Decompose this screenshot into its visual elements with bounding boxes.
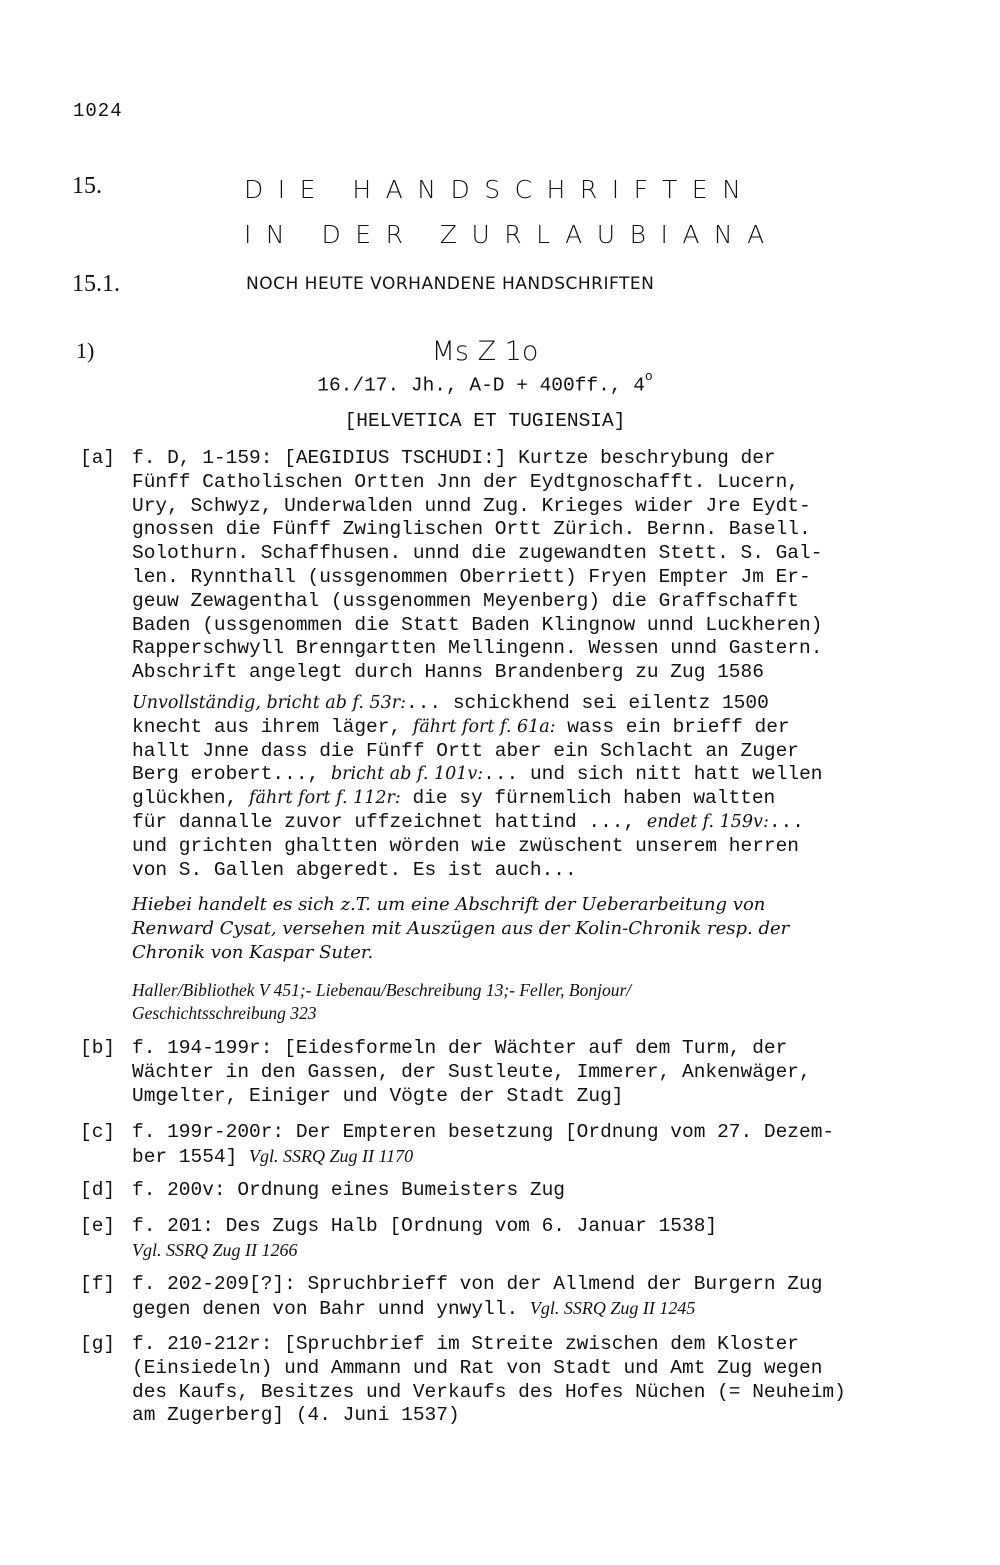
text-line: f. 194-199r: [Eidesformeln der Wächter auf dem Turm, der [132,1037,788,1059]
citation-line: Geschichtsschreibung 323 [132,1003,317,1023]
text-line: f. 199r-200r: Der Empteren besetzung [Ordnung vom 27. Dezem- [132,1121,835,1143]
note-line: Chronik von Kaspar Suter. [132,942,374,963]
text-line [132,787,952,811]
text-line [132,811,952,835]
reference: Vgl. SSRQ Zug II 1245 [529,1297,696,1318]
reference: Vgl. SSRQ Zug II 1266 [132,1239,298,1260]
handwritten-note: bricht ab f. 101v: [330,764,484,785]
page-number: 1024 [73,100,123,122]
quote: knecht aus ihrem läger, [132,715,402,738]
text-line: von S. Gallen abgeredt. Es ist auch... [132,858,577,881]
text-line: f. 210-212r: [Spruchbrief im Streite zwischen dem Kloster [132,1333,800,1355]
text-line: (Einsiedeln) und Ammann und Rat von Stadt und Amt Zug wegen [132,1356,823,1379]
text-line: f. D, 1-159: [AEGIDIUS TSCHUDI:] Kurtze beschrybung der [132,447,776,469]
text-line: Wächter in den Gassen, der Sustleute, Immerer, Ankenwäger, [132,1060,811,1083]
quote: ... schickhend sei eilentz 1500 [406,692,769,714]
format-superscript: o [644,369,653,384]
text-line: Baden (ussgenommen die Statt Baden Klingnow unnd Luckheren) [132,613,823,636]
entry-label: [b] [80,1037,116,1059]
citation-line: Haller/Bibliothek V 451;- Liebenau/Beschreibung 13;- Feller, Bonjour/ [132,980,632,1000]
entry-a-title [132,447,952,685]
quote: ... [768,810,804,833]
text-line: Solothurn. Schaffhusen. unnd die zugewandten Stett. S. Gal- [132,542,823,565]
note-line: Renward Cysat, versehen mit Auszügen aus der Kolin-Chronik resp. der [132,918,790,939]
handwritten-note: fährt fort f. 61a: [412,716,556,737]
manuscript-shelfmark: Ms Z 1o [431,336,539,367]
handwritten-note: fährt fort f. 112r: [249,788,401,809]
text-line: gnossen die Fünff Zwinglischen Ortt Zürich. Bernn. Basell. [132,518,811,541]
quote: die sy fürnemlich haben waltten [412,787,776,810]
subsection-title: NOCH HEUTE VORHANDENE HANDSCHRIFTEN [246,274,655,294]
entry-label: [f] [80,1273,116,1295]
text-line: geuw Zewagenthal (ussgenommen Meyenberg) die Graffschafft [132,589,800,612]
section-number: 15. [72,173,102,199]
quote: glückhen, [132,787,238,810]
quote: ... und sich nitt hatt wellen [483,763,823,786]
entry-label: [g] [80,1333,116,1355]
section-title-line-2: IN DER ZURLAUBIANA [244,220,779,249]
text-line [132,763,952,787]
entry-label: [a] [80,447,116,469]
quote: für dannalle zuvor uffzeichnet hattind ..., [132,810,636,833]
date-extent-text: 16./17. Jh., A-D + 400ff., 4 [317,374,645,397]
manuscript-item-number: 1) [76,338,95,363]
manuscript-date-extent [100,369,870,397]
entry-label: [d] [80,1179,116,1201]
manuscript-group: [HELVETICA ET TUGIENSIA] [344,410,626,432]
quote: Berg erobert..., [132,763,320,786]
text-line [132,1145,952,1170]
subsection-number: 15.1. [72,271,120,297]
text-line: Umgelter, Einiger und Vögte der Stadt Zug] [132,1084,624,1107]
section-title-line-1: DIE HANDSCHRIFTEN [244,175,756,204]
text-line: und grichten ghaltten wörden wie zwüschent unserem herren [132,834,800,857]
text-line [132,692,952,716]
handwritten-note: Unvollständig, bricht ab f. 53r: [132,693,407,713]
note-line: Hiebei handelt es sich z.T. um eine Abschrift der Ueberarbeitung von [132,894,766,915]
text-line: Ury, Schwyz, Underwalden unnd Zug. Krieges wider Jre Eydt- [132,494,811,517]
text-line: am Zugerberg] (4. Juni 1537) [132,1404,460,1427]
text-line: Rapperschwyll Brenngartten Mellingenn. Wessen unnd Gastern. [132,637,823,660]
text-line: Abschrift angelegt durch Hanns Brandenberg zu Zug 1586 [132,661,764,684]
text-line [132,1297,952,1322]
text-line: len. Rynnthall (ussgenommen Oberriett) Fryen Empter Jm Er- [132,565,811,588]
entry-label: [e] [80,1215,116,1237]
text-line: f. 200v: Ordnung eines Bumeisters Zug [132,1179,565,1201]
text-line: hallt Jnne dass die Fünff Ortt aber ein Schlacht an Zuger [132,739,800,762]
reference: Vgl. SSRQ Zug II 1170 [249,1145,414,1166]
handwritten-note: endet f. 159v: [646,811,769,832]
entry-label: [c] [80,1121,116,1143]
quote: wass ein brieff der [567,715,790,738]
text-line [132,716,952,740]
text-line: f. 202-209[?]: Spruchbrieff von der Allmend der Burgern Zug [132,1273,823,1295]
text: gegen denen von Bahr unnd ynwyll. [132,1297,519,1320]
text-line: Fünff Catholischen Ortten Jnn der Eydtgnoschafft. Lucern, [132,470,800,493]
text-line: f. 201: Des Zugs Halb [Ordnung vom 6. Januar 1538] [132,1215,718,1237]
text: ber 1554] [132,1145,238,1168]
text-line: des Kaufs, Besitzes und Verkaufs des Hofes Nüchen (= Neuheim) [132,1380,846,1403]
